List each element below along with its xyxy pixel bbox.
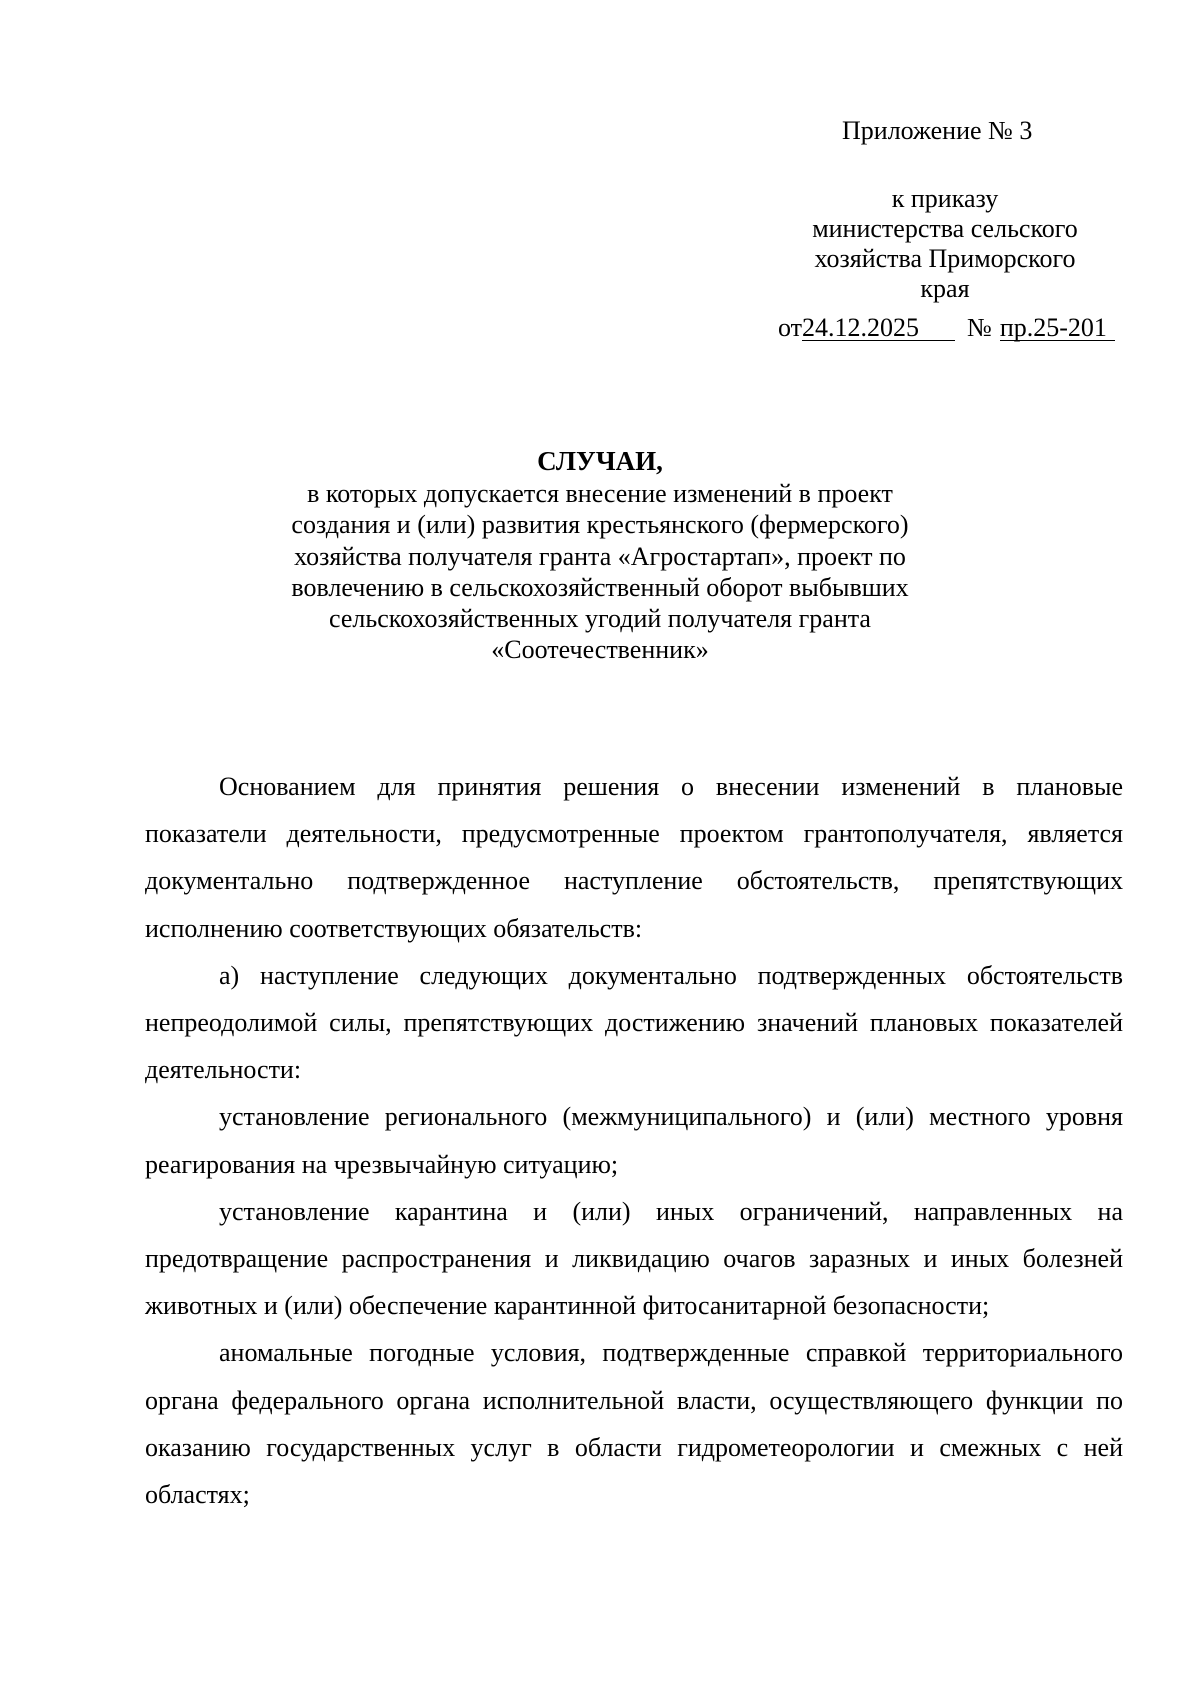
subtitle-line: в которых допускается внесение изменений в проект xyxy=(307,479,893,508)
order-number-label: № xyxy=(967,313,992,342)
document-body xyxy=(145,763,1123,1518)
appendix-number: Приложение № 3 xyxy=(842,116,1033,145)
subtitle-line: «Соотечественник» xyxy=(491,635,709,665)
order-reference xyxy=(760,184,1130,304)
subtitle-line: создания и (или) развития крестьянского (фермерского) xyxy=(291,510,909,540)
order-number: пр.25-201 xyxy=(1000,316,1115,341)
document-subtitle xyxy=(220,478,980,666)
body-paragraph: установление регионального (межмуниципального) и (или) местного уровня реагирования на чрезвычайную ситуацию; xyxy=(145,1102,1123,1179)
order-date-number xyxy=(778,313,1115,343)
document-title: СЛУЧАИ, xyxy=(537,446,663,476)
order-reference-line: министерства сельского xyxy=(812,214,1078,243)
document-title-block xyxy=(220,446,980,666)
body-paragraph: аномальные погодные условия, подтвержденные справкой территориального органа федерального органа исполнительной власти, осуществляющего функции по оказанию государственных услуг в области гидрометеорологии и смежных с ней областях; xyxy=(145,1338,1123,1510)
order-date: 24.12.2025 xyxy=(802,316,955,341)
body-paragraph: а) наступление следующих документально подтвержденных обстоятельств непреодолимой силы, препятствующих достижению значений плановых показателей деятельности: xyxy=(145,960,1123,1085)
subtitle-line: хозяйства получателя гранта «Агростартап», проект по xyxy=(294,541,906,571)
body-paragraph: установление карантина и (или) иных ограничений, направленных на предотвращение распространения и ликвидацию очагов заразных и иных болезней животных и (или) обеспечение карантинной фитосанитарной безопасности; xyxy=(145,1196,1123,1321)
body-paragraph: Основанием для принятия решения о внесении изменений в плановые показатели деятельности, предусмотренные проектом грантополучателя, является документально подтвержденное наступление обстоятельств, препятствующих исполнению соответствующих обязательств: xyxy=(145,772,1123,943)
subtitle-line: сельскохозяйственных угодий получателя гранта xyxy=(329,604,871,634)
order-reference-line: края xyxy=(920,274,970,303)
order-from-label: от xyxy=(778,313,803,342)
order-reference-line: хозяйства Приморского xyxy=(814,244,1076,273)
order-reference-line: к приказу xyxy=(891,184,999,213)
subtitle-line: вовлечению в сельскохозяйственный оборот выбывших xyxy=(291,572,909,602)
